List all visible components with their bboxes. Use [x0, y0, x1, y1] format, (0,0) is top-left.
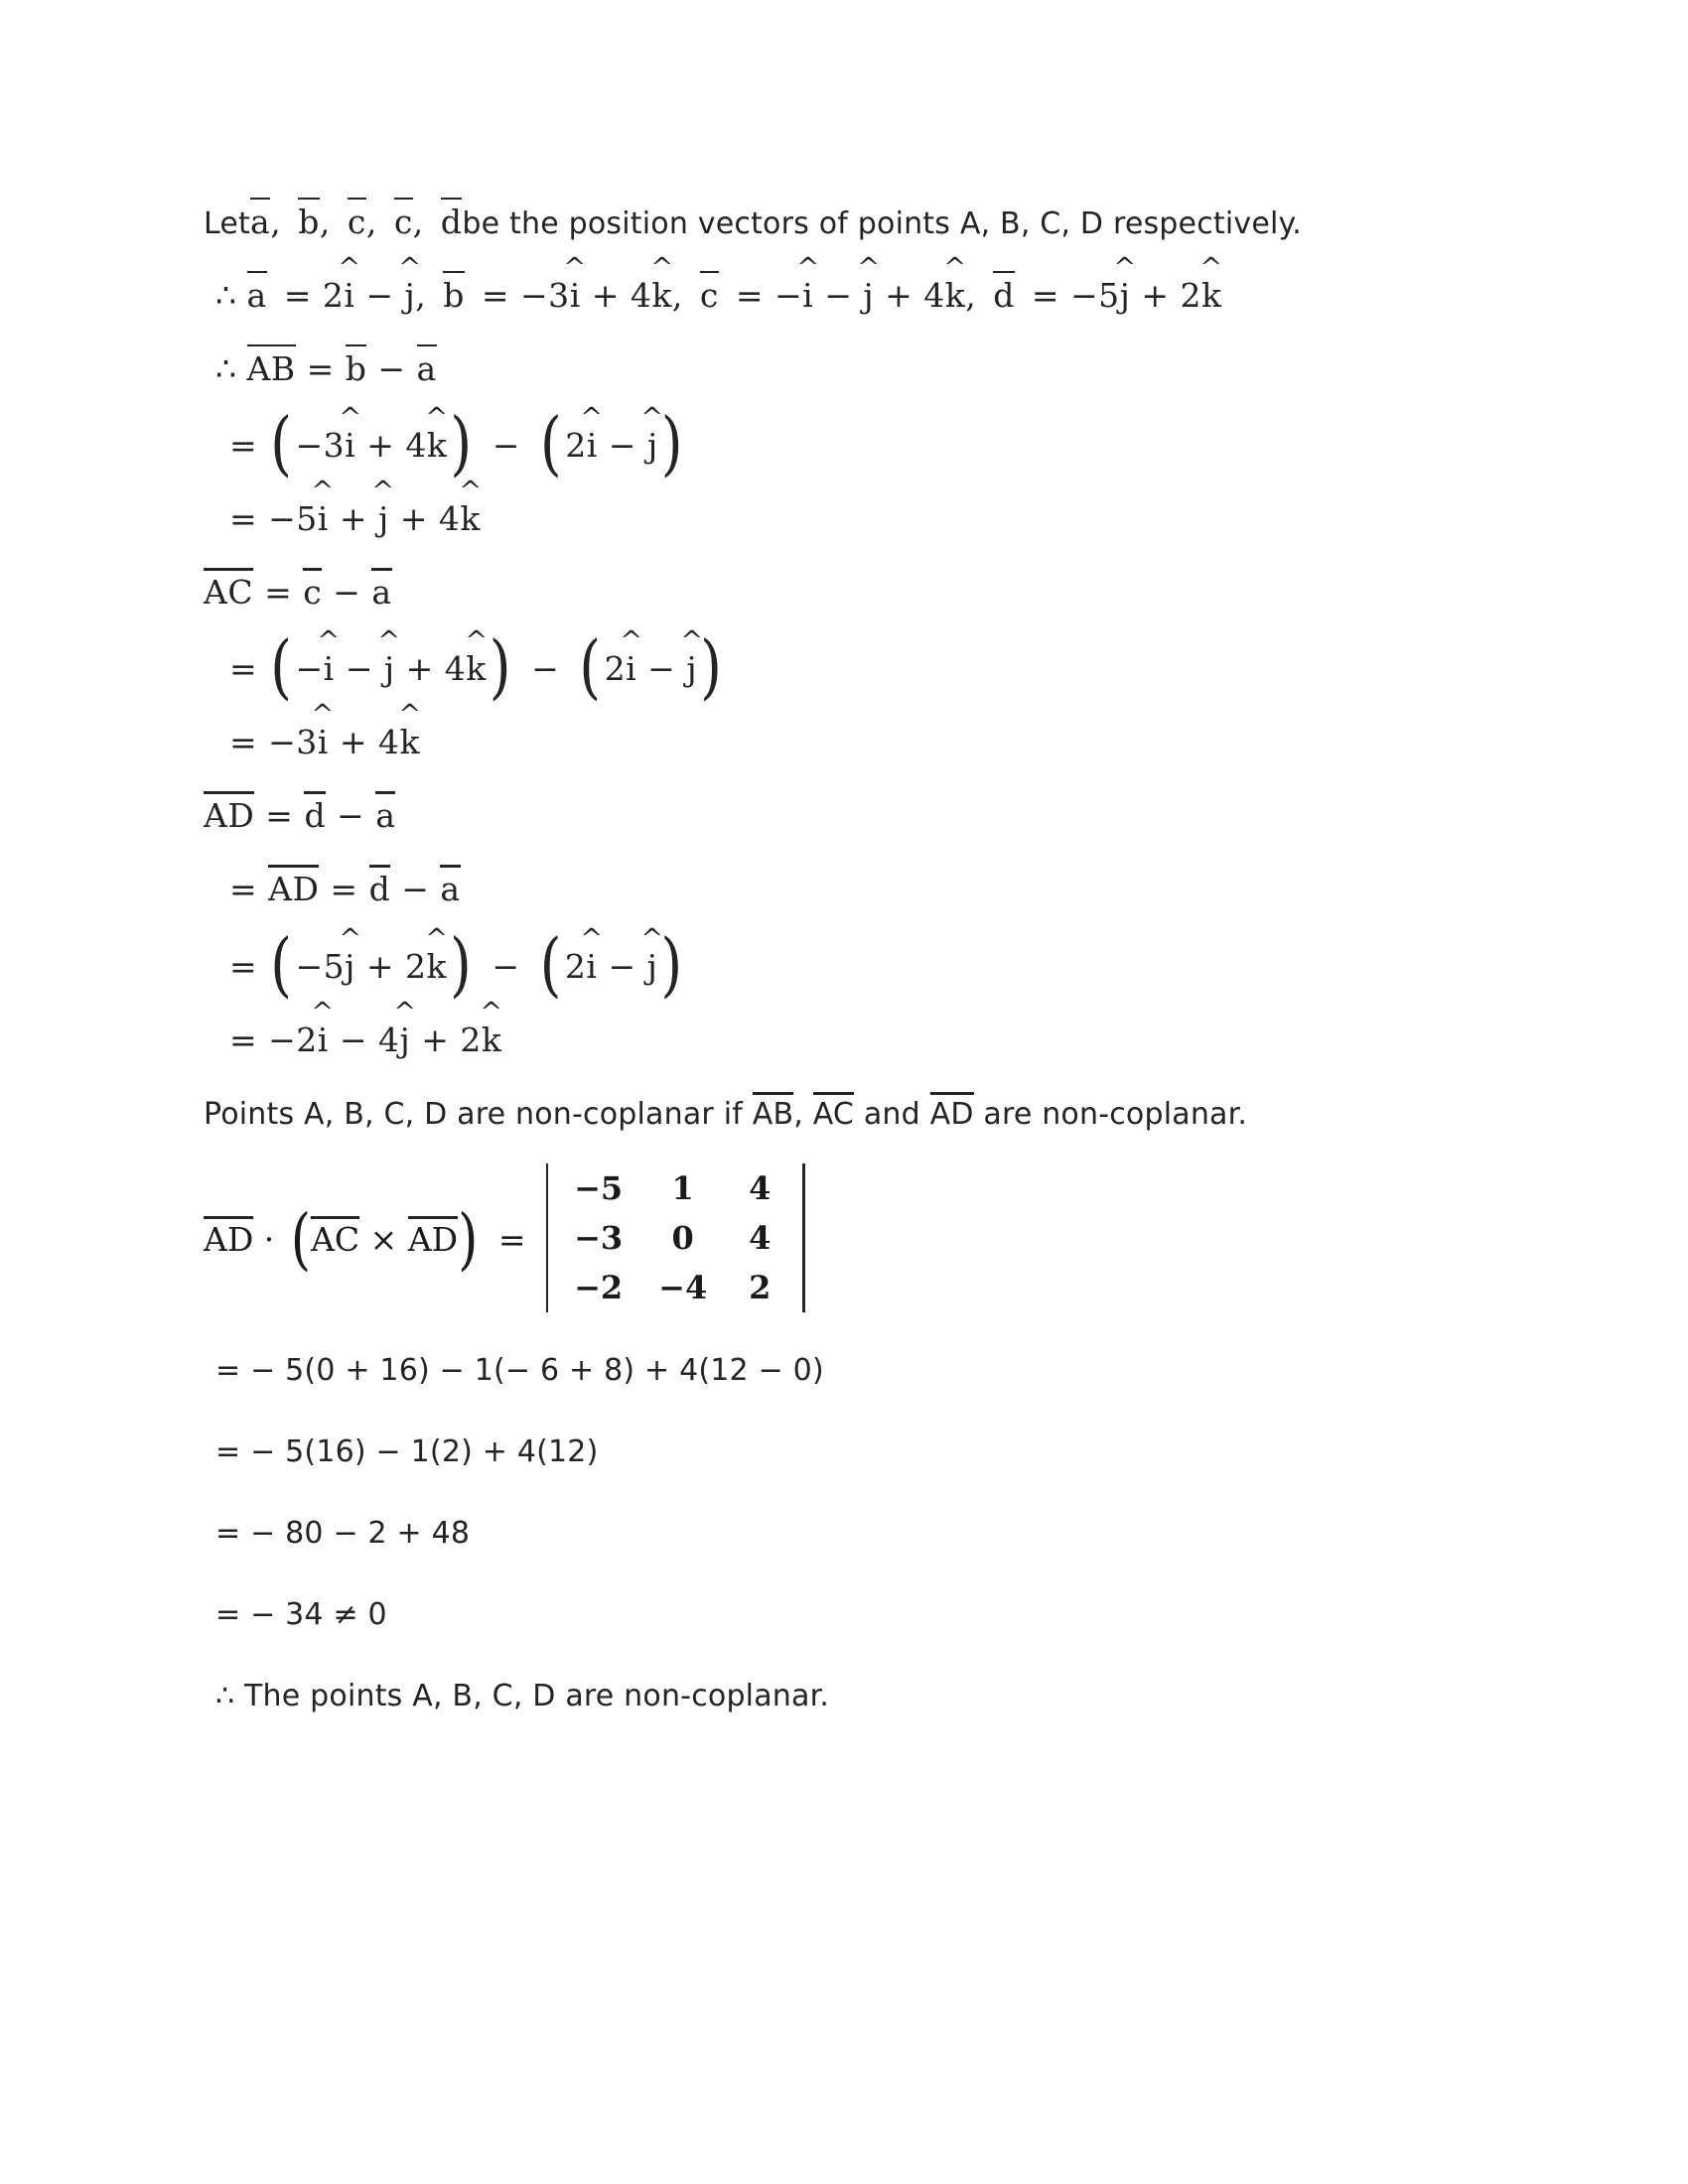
conclusion-text: ∴ The points A, B, C, D are non-coplanar.: [215, 1679, 830, 1714]
given-expression: a = 2^ i − ^ j, b = −3^ i + 4^ k, c = −^ i − ^ j + 4^ k, d = −5^ j + 2^ k: [247, 273, 1222, 316]
vector-d: d: [441, 200, 463, 242]
determinant-right-bar: [802, 1163, 805, 1312]
ac-expand-line: [204, 626, 1494, 709]
ab-result-line: [204, 495, 1494, 539]
ad-repeat-expression: = AD = d − a: [215, 867, 461, 909]
intro-tail: be the position vectors of points A, B, C, D respectively.: [462, 205, 1302, 241]
ad-head-line: [204, 793, 1494, 837]
ac-result-expression: = −3^ i + 4^ k: [215, 722, 420, 762]
step-4-text: = − 34 ≠ 0: [215, 1597, 387, 1633]
solution-body: [204, 199, 1494, 1745]
ad-repeat-line: [204, 867, 1494, 910]
given-line: [204, 272, 1494, 316]
ab-head-line: [204, 345, 1494, 389]
ad-expand-expression: = (−5^ j + 2^ k) − (2^ i − ^ j): [215, 940, 686, 987]
intro-line: [204, 199, 1494, 242]
ab-result-expression: = −5^ i + ^ j + 4^ k: [215, 498, 481, 539]
det-cell-2-1: −4: [658, 1268, 708, 1306]
det-cell-2-2: 2: [749, 1268, 772, 1306]
det-cell-1-2: 4: [749, 1218, 772, 1257]
ad-result-expression: = −2^ i − 4^ j + 2^ k: [215, 1020, 501, 1060]
determinant-lhs: AD · (AC × AD) =: [204, 1201, 526, 1280]
vector-d-label: d: [993, 273, 1015, 316]
vector-c1: c: [348, 200, 366, 242]
statement-text-pre: Points A, B, C, D are non-coplanar if: [204, 1097, 753, 1133]
step-line-1: [204, 1346, 1494, 1390]
therefore-symbol-1: ∴: [215, 275, 237, 315]
intro-lead: Let: [204, 205, 251, 241]
vector-b-label: b: [443, 273, 465, 316]
ac-head-expression: AC = c − a: [204, 570, 392, 613]
conclusion-line: [204, 1672, 1494, 1715]
ad-head-expression: AD = d − a: [204, 793, 395, 836]
table-row: [556, 1263, 794, 1312]
ad-result-line: [204, 1017, 1494, 1060]
therefore-symbol-2: ∴: [215, 348, 237, 388]
table-row: [556, 1163, 794, 1213]
table-row: [556, 1213, 794, 1263]
step-line-2: [204, 1428, 1494, 1471]
vector-a: a: [250, 200, 270, 242]
determinant-left-bar: [546, 1163, 549, 1312]
non-coplanar-statement-line: [204, 1090, 1494, 1134]
det-cell-1-0: −3: [574, 1218, 624, 1257]
vector-a-label: a: [247, 273, 267, 316]
determinant-table: [556, 1163, 794, 1312]
vector-c2: c: [394, 200, 413, 242]
step-1-text: = − 5(0 + 16) − 1(− 6 + 8) + 4(12 − 0): [215, 1353, 824, 1389]
intro-vector-list: a, b, c, c, d: [250, 200, 462, 242]
ac-expand-expression: = (−^ i − ^ j + 4^ k) − (2^ i − ^ j): [215, 642, 725, 689]
statement-text-post: are non-coplanar.: [973, 1097, 1248, 1133]
statement-vectors: AB, AC and AD: [753, 1094, 974, 1134]
step-2-text: = − 5(16) − 1(2) + 4(12): [215, 1434, 599, 1470]
step-line-3: [204, 1509, 1494, 1553]
determinant-matrix: [538, 1163, 813, 1312]
ad-expand-line: [204, 924, 1494, 1006]
det-cell-0-0: −5: [574, 1168, 624, 1207]
step-3-text: = − 80 − 2 + 48: [215, 1516, 471, 1552]
ab-expand-line: [204, 403, 1494, 484]
ab-head-expression: AB = b − a: [247, 346, 437, 389]
vector-c-label: c: [700, 273, 719, 316]
ac-head-line: [204, 569, 1494, 613]
ab-expand-expression: = (−3^ i + 4^ k) − (2^ i − ^ j): [215, 419, 686, 466]
det-cell-0-1: 1: [671, 1168, 694, 1207]
det-cell-1-1: 0: [671, 1218, 694, 1257]
step-line-4: [204, 1590, 1494, 1634]
det-cell-0-2: 4: [749, 1168, 772, 1207]
ac-result-line: [204, 720, 1494, 763]
vector-b: b: [298, 200, 320, 242]
det-cell-2-0: −2: [574, 1268, 624, 1306]
determinant-block: [204, 1163, 1494, 1312]
